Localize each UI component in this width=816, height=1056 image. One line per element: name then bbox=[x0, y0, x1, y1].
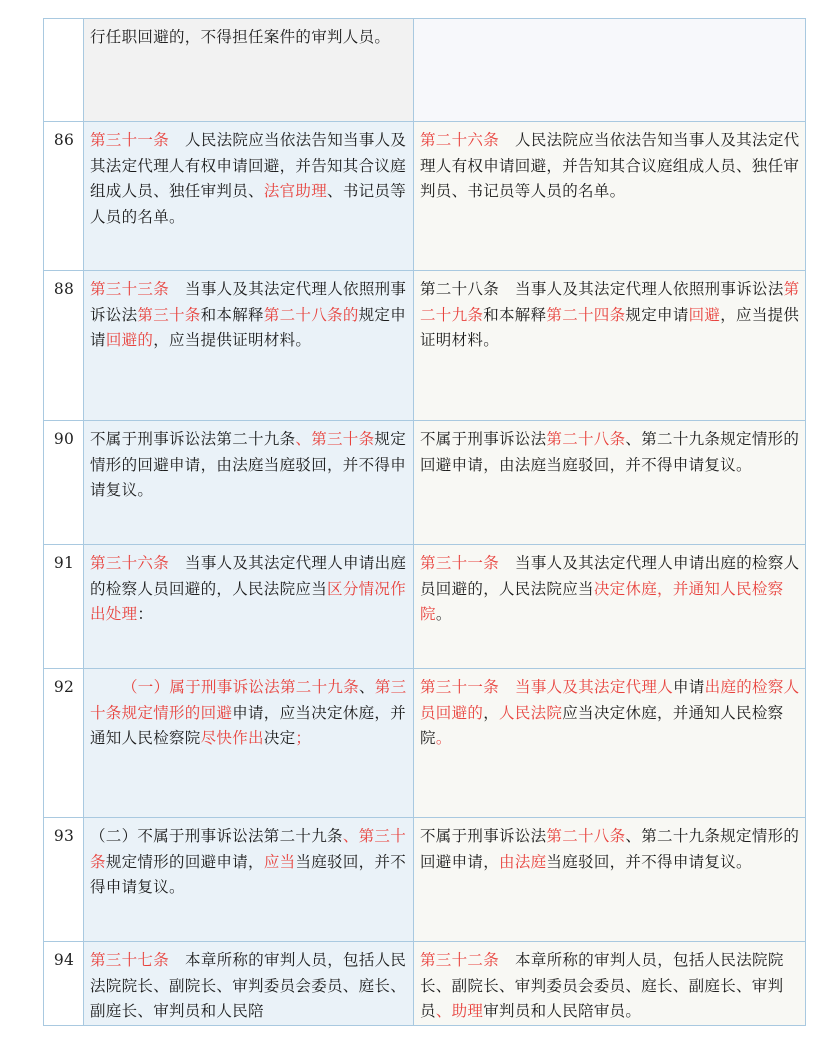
clause-text: 规定情形的回避申请，由法庭当庭驳回，并不得申请复议。 bbox=[90, 430, 407, 499]
highlighted-change-text: 第二十八条 bbox=[546, 827, 626, 845]
clause-text: （二）不属于刑事诉讼法第二十九条 bbox=[90, 827, 343, 845]
row-number: 86 bbox=[44, 122, 84, 271]
clause-text: 审判员和人民陪审员。 bbox=[483, 1002, 642, 1020]
comparison-table-body bbox=[44, 19, 806, 1026]
highlighted-change-text: 第三十六条 bbox=[90, 554, 170, 572]
highlighted-change-text: 第三十条 bbox=[137, 305, 201, 324]
clause-text: 规定申请 bbox=[625, 305, 689, 324]
old-provision-cell bbox=[414, 122, 806, 271]
clause-text: 。 bbox=[435, 605, 452, 623]
clause-text: 本章所称的审判人员，包括人民法院院长、副院长、审判委员会委员、庭长、副庭长、审判员和人民陪 bbox=[90, 951, 407, 1020]
clause-text: 本章所称的审判人员，包括人民法院院长、副院长、审判委员会委员、庭长、副庭长、审判员 bbox=[420, 951, 784, 1020]
clause-text: 不属于刑事诉讼法 bbox=[420, 430, 547, 448]
new-provision-cell bbox=[84, 122, 414, 271]
table-row bbox=[44, 818, 806, 942]
clause-text: 行任职回避的，不得担任案件的审判人员。 bbox=[90, 28, 391, 46]
new-provision-cell bbox=[84, 545, 414, 669]
old-provision-cell bbox=[414, 421, 806, 545]
highlighted-change-text: 回避的 bbox=[105, 331, 154, 349]
highlighted-change-text: 法官助理 bbox=[263, 182, 328, 200]
table-row bbox=[44, 271, 806, 421]
clause-text: 不属于刑事诉讼法第二十九条 bbox=[90, 430, 296, 448]
highlighted-change-text: 出庭的检察人员回避的 bbox=[420, 678, 800, 722]
clause-text: 、第二十九条规定情形的回避申请， bbox=[420, 827, 800, 871]
row-number bbox=[44, 19, 84, 122]
clause-text: 当庭驳回，并不得申请复议。 bbox=[546, 852, 752, 871]
highlighted-change-text: 第三十一条 bbox=[420, 554, 500, 572]
highlighted-change-text: 第二十六条 bbox=[420, 131, 500, 149]
row-number: 92 bbox=[44, 669, 84, 818]
clause-text: 人民法院应当依法告知当事人及其法定代理人有权申请回避，并告知其合议庭组成人员、独任审判员、 bbox=[90, 131, 407, 200]
new-provision-cell bbox=[84, 19, 414, 122]
clause-text: ： bbox=[137, 605, 154, 623]
row-number: 90 bbox=[44, 421, 84, 545]
highlighted-change-text: 第三十七条 bbox=[90, 951, 170, 969]
highlighted-change-text: 、助理 bbox=[435, 1002, 484, 1020]
clause-text: 申请，应当决定休庭，并通知人民检察院 bbox=[90, 703, 407, 747]
clause-text: 规定申请 bbox=[90, 305, 407, 349]
clause-text: 当事人及其法定代理人依照刑事诉讼法 bbox=[515, 280, 784, 298]
highlighted-change-text: 、第三十条 bbox=[295, 430, 375, 448]
new-provision-cell bbox=[84, 421, 414, 545]
row-number: 88 bbox=[44, 271, 84, 421]
clause-text: 应当决定休庭，并通知人民检察院 bbox=[420, 703, 784, 747]
clause-text: 当事人及其法定代理人依照刑事诉讼法 bbox=[90, 280, 407, 324]
clause-text: 、 bbox=[359, 678, 375, 696]
table-row bbox=[44, 669, 806, 818]
clause-text: 当庭驳回，并不得申请复议。 bbox=[90, 852, 407, 896]
highlighted-change-text: 、第三十条 bbox=[90, 827, 407, 871]
old-provision-cell bbox=[414, 271, 806, 421]
highlighted-change-text: 属于刑事诉讼法第二十九条 bbox=[169, 678, 360, 696]
clause-text: 第二十八条 bbox=[420, 280, 500, 298]
highlighted-change-text: 第三十二条 bbox=[420, 951, 500, 969]
highlighted-change-text: 第三十一条 bbox=[90, 131, 170, 149]
highlighted-change-text: 回避 bbox=[688, 305, 721, 324]
clause-text: 申请 bbox=[673, 678, 705, 696]
clause-text: 和本解释 bbox=[483, 305, 547, 324]
clause-text: 决定 bbox=[263, 729, 296, 747]
new-provision-cell bbox=[84, 818, 414, 942]
highlighted-change-text: 第三十一条 bbox=[420, 678, 500, 696]
highlighted-change-text: 决定休庭，并通知人民检察院 bbox=[420, 579, 784, 623]
highlighted-change-text: 第二十四条 bbox=[546, 305, 626, 324]
highlighted-change-text: 第三十三条 bbox=[90, 280, 170, 298]
table-row bbox=[44, 19, 806, 122]
highlighted-change-text: 。 bbox=[435, 729, 452, 747]
table-row bbox=[44, 421, 806, 545]
highlighted-change-text: 第二十八条 bbox=[546, 430, 626, 448]
old-provision-cell bbox=[414, 545, 806, 669]
highlighted-change-text: 第二十九条 bbox=[420, 280, 800, 324]
clause-text: 当事人及其法定代理人申请出庭的检察人员回避的，人民法院应当 bbox=[420, 554, 800, 598]
old-provision-cell bbox=[414, 818, 806, 942]
new-provision-cell bbox=[84, 669, 414, 818]
highlighted-change-text: （一） bbox=[122, 678, 170, 696]
row-number: 94 bbox=[44, 942, 84, 1026]
clause-text: ，应当提供证明材料。 bbox=[420, 305, 800, 349]
table-row bbox=[44, 942, 806, 1026]
clause-text: 不属于刑事诉讼法 bbox=[420, 827, 547, 845]
old-provision-cell bbox=[414, 19, 806, 122]
highlighted-change-text: 由法庭 bbox=[499, 852, 547, 871]
row-number: 93 bbox=[44, 818, 84, 942]
highlighted-change-text: ； bbox=[295, 729, 312, 747]
highlighted-change-text: 尽快作出 bbox=[200, 729, 264, 747]
highlighted-change-text: 当事人及其法定代理人 bbox=[515, 678, 674, 696]
clause-text: ， bbox=[483, 703, 500, 722]
clause-text: ，应当提供证明材料。 bbox=[153, 331, 312, 349]
new-provision-cell bbox=[84, 271, 414, 421]
old-provision-cell bbox=[414, 942, 806, 1026]
clause-text: 当事人及其法定代理人申请出庭的检察人员回避的，人民法院应当 bbox=[90, 554, 407, 598]
comparison-table bbox=[43, 18, 806, 1026]
clause-text: 规定情形的回避申请， bbox=[105, 852, 264, 871]
clause-text: 、书记员等人员的名单。 bbox=[90, 182, 407, 226]
table-row bbox=[44, 545, 806, 669]
clause-text: 、第二十九条规定情形的回避申请，由法庭当庭驳回，并不得申请复议。 bbox=[420, 430, 800, 474]
new-provision-cell bbox=[84, 942, 414, 1026]
clause-text: 人民法院应当依法告知当事人及其法定代理人有权申请回避，并告知其合议庭组成人员、独任审判员、书记员等人员的名单。 bbox=[420, 131, 800, 200]
row-number: 91 bbox=[44, 545, 84, 669]
highlighted-change-text: 人民法院 bbox=[499, 703, 563, 722]
highlighted-change-text: 区分情况作出处理 bbox=[90, 579, 407, 623]
highlighted-change-text: 第三十条规定情形的回避 bbox=[90, 678, 407, 722]
old-provision-cell bbox=[414, 669, 806, 818]
highlighted-change-text: 应当 bbox=[263, 852, 296, 871]
table-row bbox=[44, 122, 806, 271]
highlighted-change-text: 第二十八条的 bbox=[263, 305, 359, 324]
clause-text: 和本解释 bbox=[200, 305, 264, 324]
